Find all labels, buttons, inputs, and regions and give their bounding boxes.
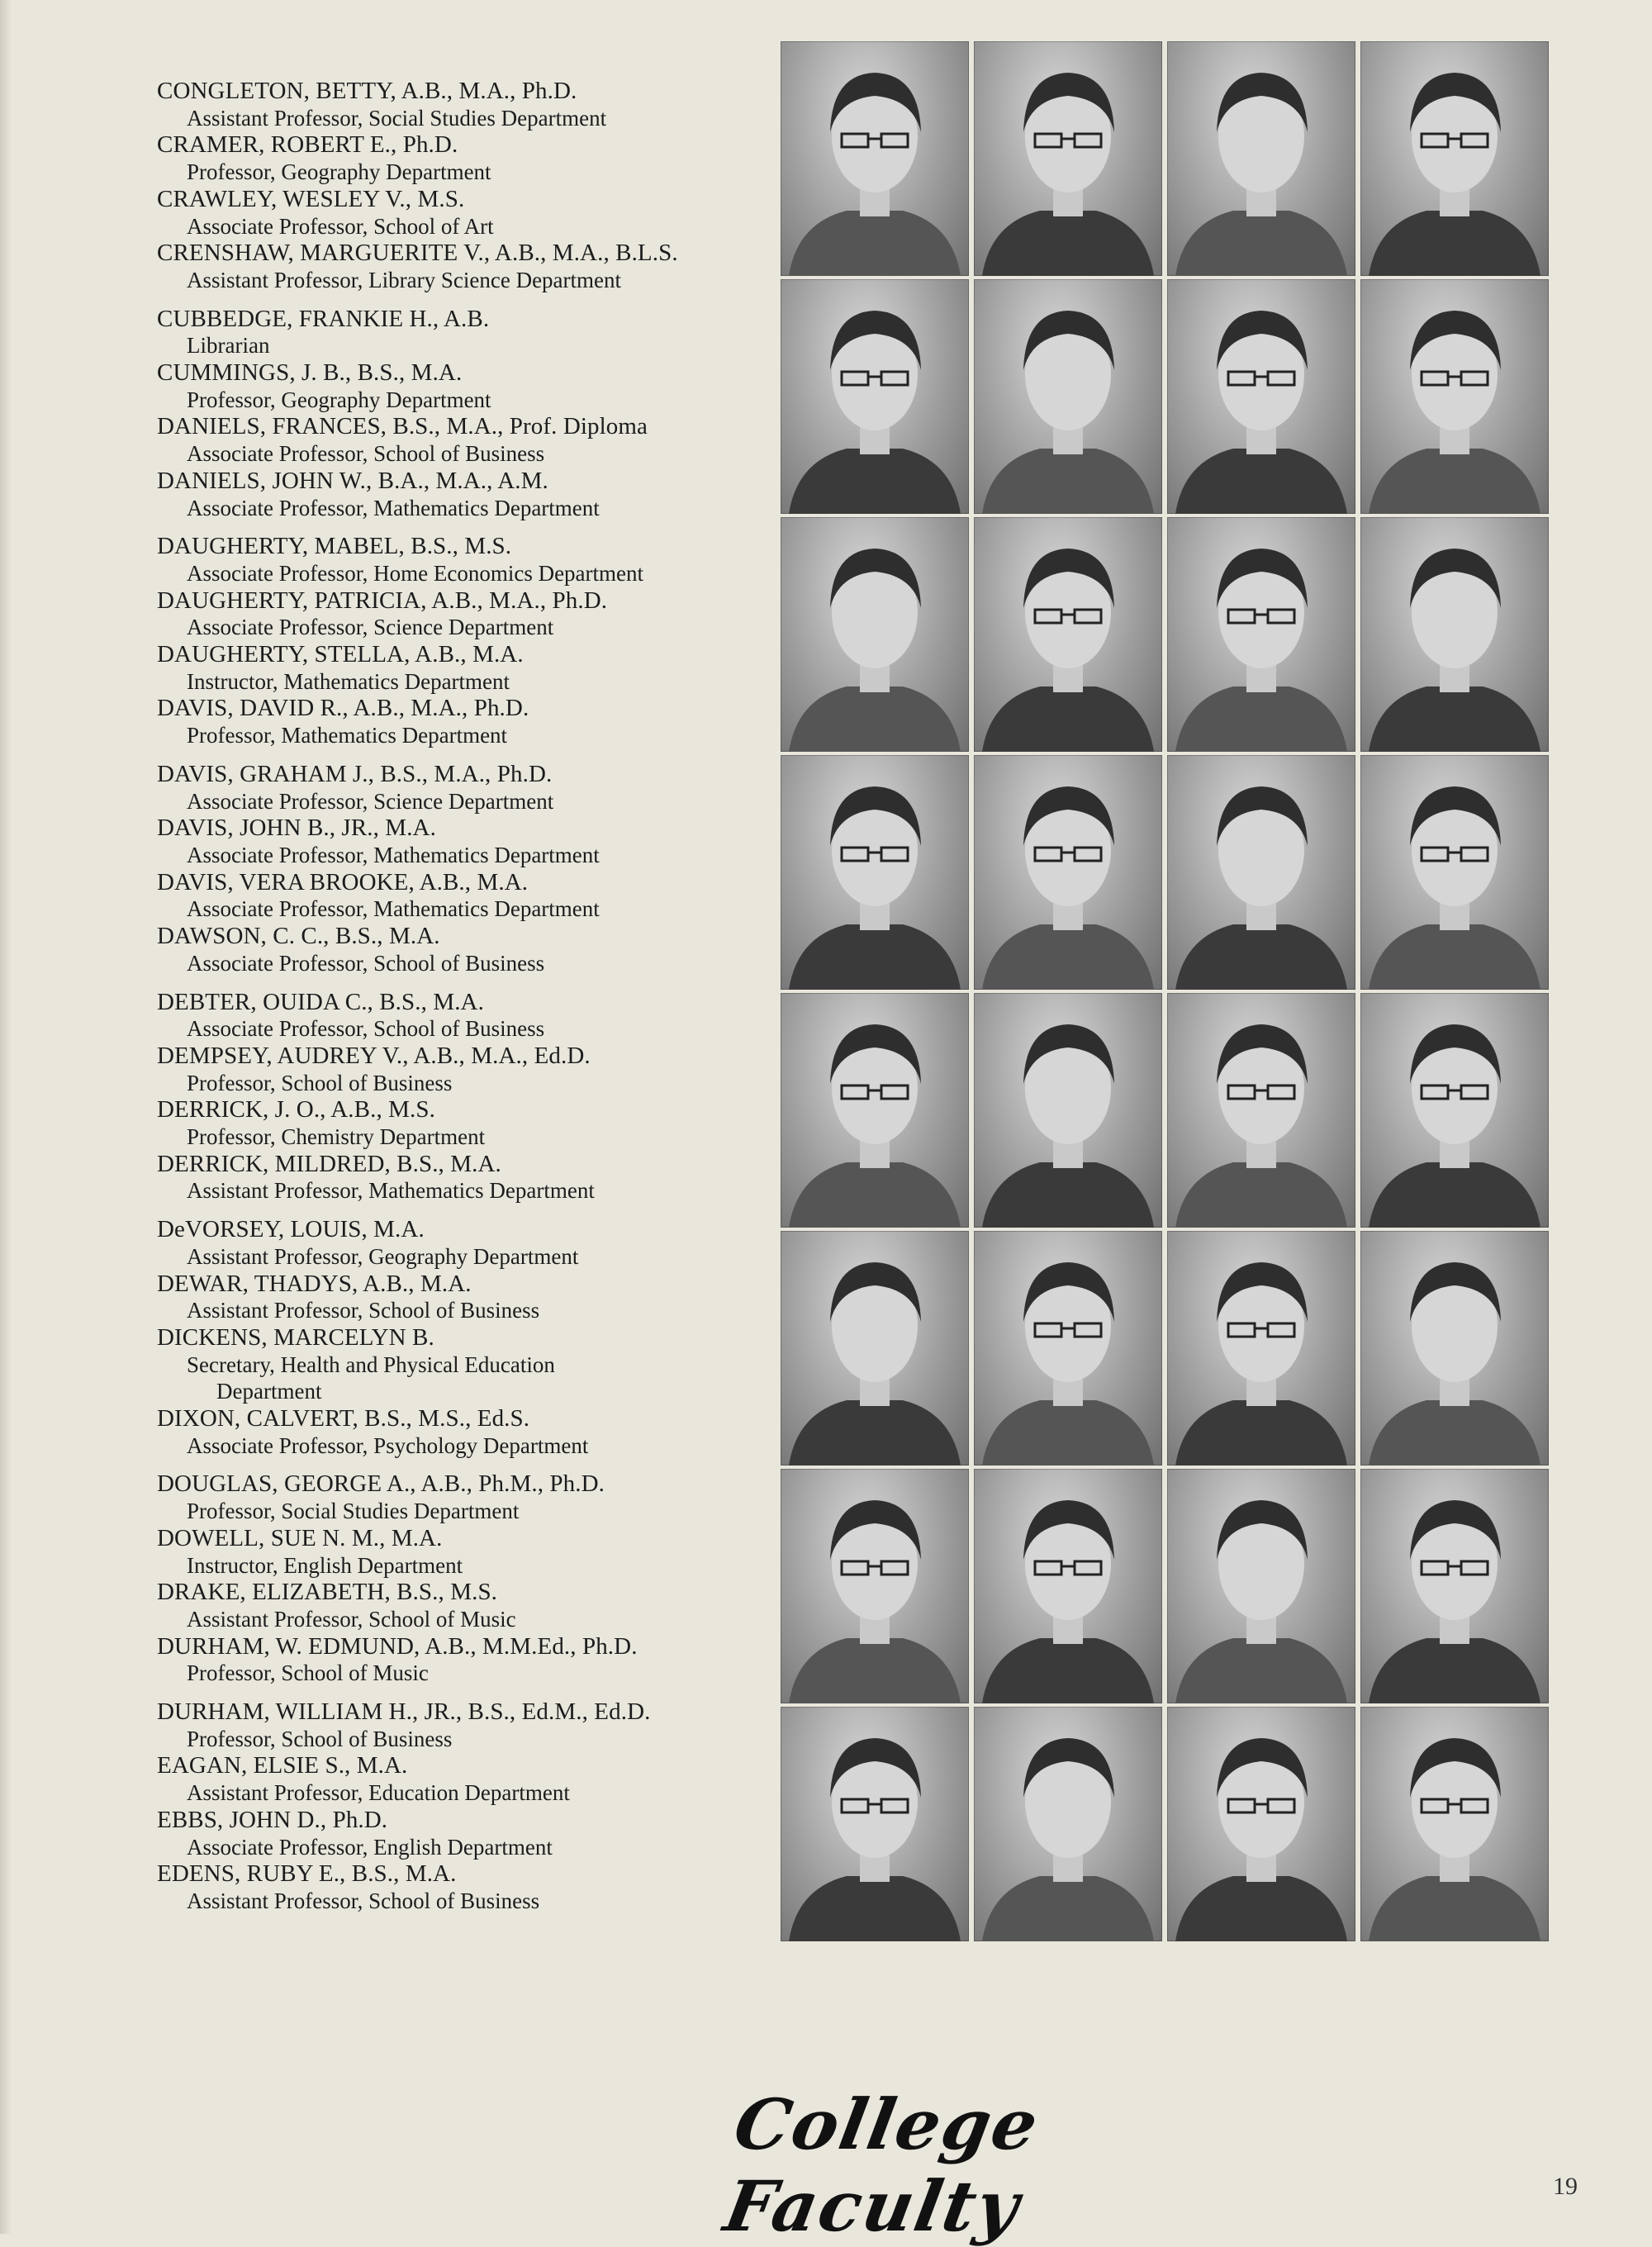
faculty-title: Associate Professor, Mathematics Department (187, 842, 600, 867)
faculty-portrait (781, 755, 969, 990)
faculty-title: Associate Professor, English Department (187, 1834, 553, 1860)
faculty-name: DeVORSEY, LOUIS, M.A. (157, 1216, 425, 1243)
faculty-name: DAVIS, GRAHAM J., B.S., M.A., Ph.D. (157, 760, 553, 787)
scan-edge (0, 0, 12, 2234)
faculty-portrait (1360, 1231, 1549, 1466)
faculty-name: DOUGLAS, GEORGE A., A.B., Ph.M., Ph.D. (157, 1470, 605, 1498)
faculty-title: Professor, Geography Department (187, 387, 491, 412)
faculty-title: Associate Professor, Psychology Department (187, 1432, 589, 1458)
portrait-row (781, 41, 1549, 276)
faculty-portrait (781, 993, 969, 1228)
roster-group (157, 78, 785, 294)
portrait-row (781, 517, 1549, 752)
faculty-portrait (1360, 517, 1549, 752)
faculty-name: DIXON, CALVERT, B.S., M.S., Ed.S. (157, 1405, 530, 1432)
faculty-portrait (1167, 1707, 1355, 1941)
portrait-row (781, 279, 1549, 514)
faculty-name: DEMPSEY, AUDREY V., A.B., M.A., Ed.D. (157, 1042, 591, 1069)
faculty-name: EBBS, JOHN D., Ph.D. (157, 1806, 388, 1833)
faculty-name: DANIELS, FRANCES, B.S., M.A., Prof. Diploma (157, 413, 648, 440)
faculty-portrait (974, 41, 1162, 276)
section-title: College Faculty (718, 2083, 1046, 2247)
faculty-name: DAVIS, DAVID R., A.B., M.A., Ph.D. (157, 695, 529, 722)
portrait-row (781, 993, 1549, 1228)
faculty-portrait (1360, 279, 1549, 514)
faculty-portrait (1360, 993, 1549, 1228)
faculty-title: Associate Professor, School of Business (187, 441, 545, 467)
faculty-title: Associate Professor, School of Business (187, 950, 545, 976)
faculty-portrait (781, 1469, 969, 1703)
faculty-portrait (1167, 993, 1355, 1228)
faculty-portrait (1360, 1469, 1549, 1703)
faculty-title: Associate Professor, Mathematics Department (187, 495, 600, 520)
faculty-portrait (781, 279, 969, 514)
faculty-title: Instructor, Mathematics Department (187, 668, 510, 694)
faculty-title: Assistant Professor, School of Business (187, 1888, 540, 1913)
faculty-portrait (781, 1707, 969, 1941)
faculty-portrait (781, 517, 969, 752)
faculty-name: DAVIS, JOHN B., JR., M.A. (157, 815, 436, 842)
portrait-row (781, 1469, 1549, 1703)
faculty-name: DOWELL, SUE N. M., M.A. (157, 1524, 443, 1551)
faculty-name: DAVIS, VERA BROOKE, A.B., M.A. (157, 868, 529, 895)
faculty-name: DANIELS, JOHN W., B.A., M.A., A.M. (157, 467, 548, 494)
faculty-title: Professor, Mathematics Department (187, 723, 508, 748)
faculty-title: Assistant Professor, Education Department (187, 1780, 570, 1806)
faculty-title: Associate Professor, School of Business (187, 1016, 545, 1042)
roster-group (157, 1216, 785, 1459)
faculty-title: Professor, Social Studies Department (187, 1499, 520, 1524)
faculty-title: Assistant Professor, Library Science Department (187, 267, 622, 292)
faculty-title: Assistant Professor, Social Studies Department (187, 105, 607, 131)
faculty-portrait (1360, 1707, 1549, 1941)
faculty-portrait (781, 41, 969, 276)
faculty-portrait (1167, 517, 1355, 752)
roster-group (157, 1470, 785, 1687)
faculty-portrait (974, 1707, 1162, 1941)
faculty-title: Librarian (187, 333, 270, 359)
faculty-portrait (974, 279, 1162, 514)
faculty-title: Professor, School of Music (187, 1660, 429, 1686)
faculty-name: DAUGHERTY, PATRICIA, A.B., M.A., Ph.D. (157, 587, 608, 614)
faculty-name: DURHAM, W. EDMUND, A.B., M.M.Ed., Ph.D. (157, 1632, 638, 1660)
faculty-title: Instructor, English Department (187, 1552, 463, 1578)
faculty-name: DERRICK, MILDRED, B.S., M.A. (157, 1150, 501, 1177)
faculty-title: Secretary, Health and Physical Education (187, 1352, 555, 1377)
faculty-name: CUBBEDGE, FRANKIE H., A.B. (157, 305, 490, 332)
faculty-name: DURHAM, WILLIAM H., JR., B.S., Ed.M., Ed.D. (157, 1698, 651, 1726)
faculty-title: Professor, School of Business (187, 1726, 453, 1751)
faculty-name: DEWAR, THADYS, A.B., M.A. (157, 1270, 472, 1297)
roster-group (157, 1698, 785, 1915)
portrait-grid (781, 41, 1549, 1950)
page-number: 19 (1553, 2173, 1578, 2200)
faculty-name: CRENSHAW, MARGUERITE V., A.B., M.A., B.L.S. (157, 240, 678, 267)
faculty-portrait (974, 755, 1162, 990)
faculty-portrait (1167, 41, 1355, 276)
roster-group (157, 533, 785, 749)
faculty-title: Professor, School of Business (187, 1070, 453, 1095)
faculty-name: EDENS, RUBY E., B.S., M.A. (157, 1860, 457, 1888)
portrait-row (781, 1707, 1549, 1941)
faculty-title: Associate Professor, Science Department (187, 788, 554, 814)
faculty-name: CRAMER, ROBERT E., Ph.D. (157, 131, 458, 159)
faculty-name: CONGLETON, BETTY, A.B., M.A., Ph.D. (157, 78, 577, 104)
faculty-title: Professor, Chemistry Department (187, 1124, 486, 1150)
faculty-name: DAWSON, C. C., B.S., M.A. (157, 923, 440, 950)
faculty-title: Associate Professor, Science Department (187, 615, 554, 640)
faculty-title: Associate Professor, Home Economics Department (187, 560, 644, 586)
roster-group (157, 989, 785, 1205)
faculty-portrait (781, 1231, 969, 1466)
faculty-name: CUMMINGS, J. B., B.S., M.A. (157, 359, 463, 387)
faculty-name: DICKENS, MARCELYN B. (157, 1323, 434, 1351)
faculty-name: DAUGHERTY, MABEL, B.S., M.S. (157, 533, 512, 560)
faculty-name: DAUGHERTY, STELLA, A.B., M.A. (157, 641, 524, 668)
roster-group (157, 306, 785, 522)
faculty-name: CRAWLEY, WESLEY V., M.S. (157, 185, 465, 212)
faculty-title: Assistant Professor, Mathematics Department (187, 1178, 595, 1204)
faculty-name: EAGAN, ELSIE S., M.A. (157, 1752, 408, 1779)
portrait-row (781, 755, 1549, 990)
faculty-title: Associate Professor, Mathematics Department (187, 896, 600, 922)
faculty-title: Assistant Professor, Geography Department (187, 1243, 579, 1269)
faculty-portrait (974, 517, 1162, 752)
faculty-portrait (1167, 755, 1355, 990)
faculty-portrait (1167, 279, 1355, 514)
faculty-title: Associate Professor, School of Art (187, 213, 494, 239)
faculty-title: Assistant Professor, School of Business (187, 1298, 540, 1323)
faculty-name: DEBTER, OUIDA C., B.S., M.A. (157, 988, 484, 1015)
faculty-title: Professor, Geography Department (187, 159, 491, 185)
portrait-row (781, 1231, 1549, 1466)
faculty-portrait (1360, 755, 1549, 990)
faculty-title-continued: Department (216, 1379, 322, 1404)
faculty-portrait (974, 993, 1162, 1228)
faculty-portrait (974, 1231, 1162, 1466)
faculty-portrait (974, 1469, 1162, 1703)
faculty-roster (157, 78, 785, 1926)
faculty-name: DRAKE, ELIZABETH, B.S., M.S. (157, 1579, 498, 1606)
roster-group (157, 761, 785, 977)
faculty-name: DERRICK, J. O., A.B., M.S. (157, 1096, 435, 1124)
faculty-portrait (1360, 41, 1549, 276)
faculty-portrait (1167, 1231, 1355, 1466)
faculty-title: Assistant Professor, School of Music (187, 1606, 516, 1632)
faculty-portrait (1167, 1469, 1355, 1703)
